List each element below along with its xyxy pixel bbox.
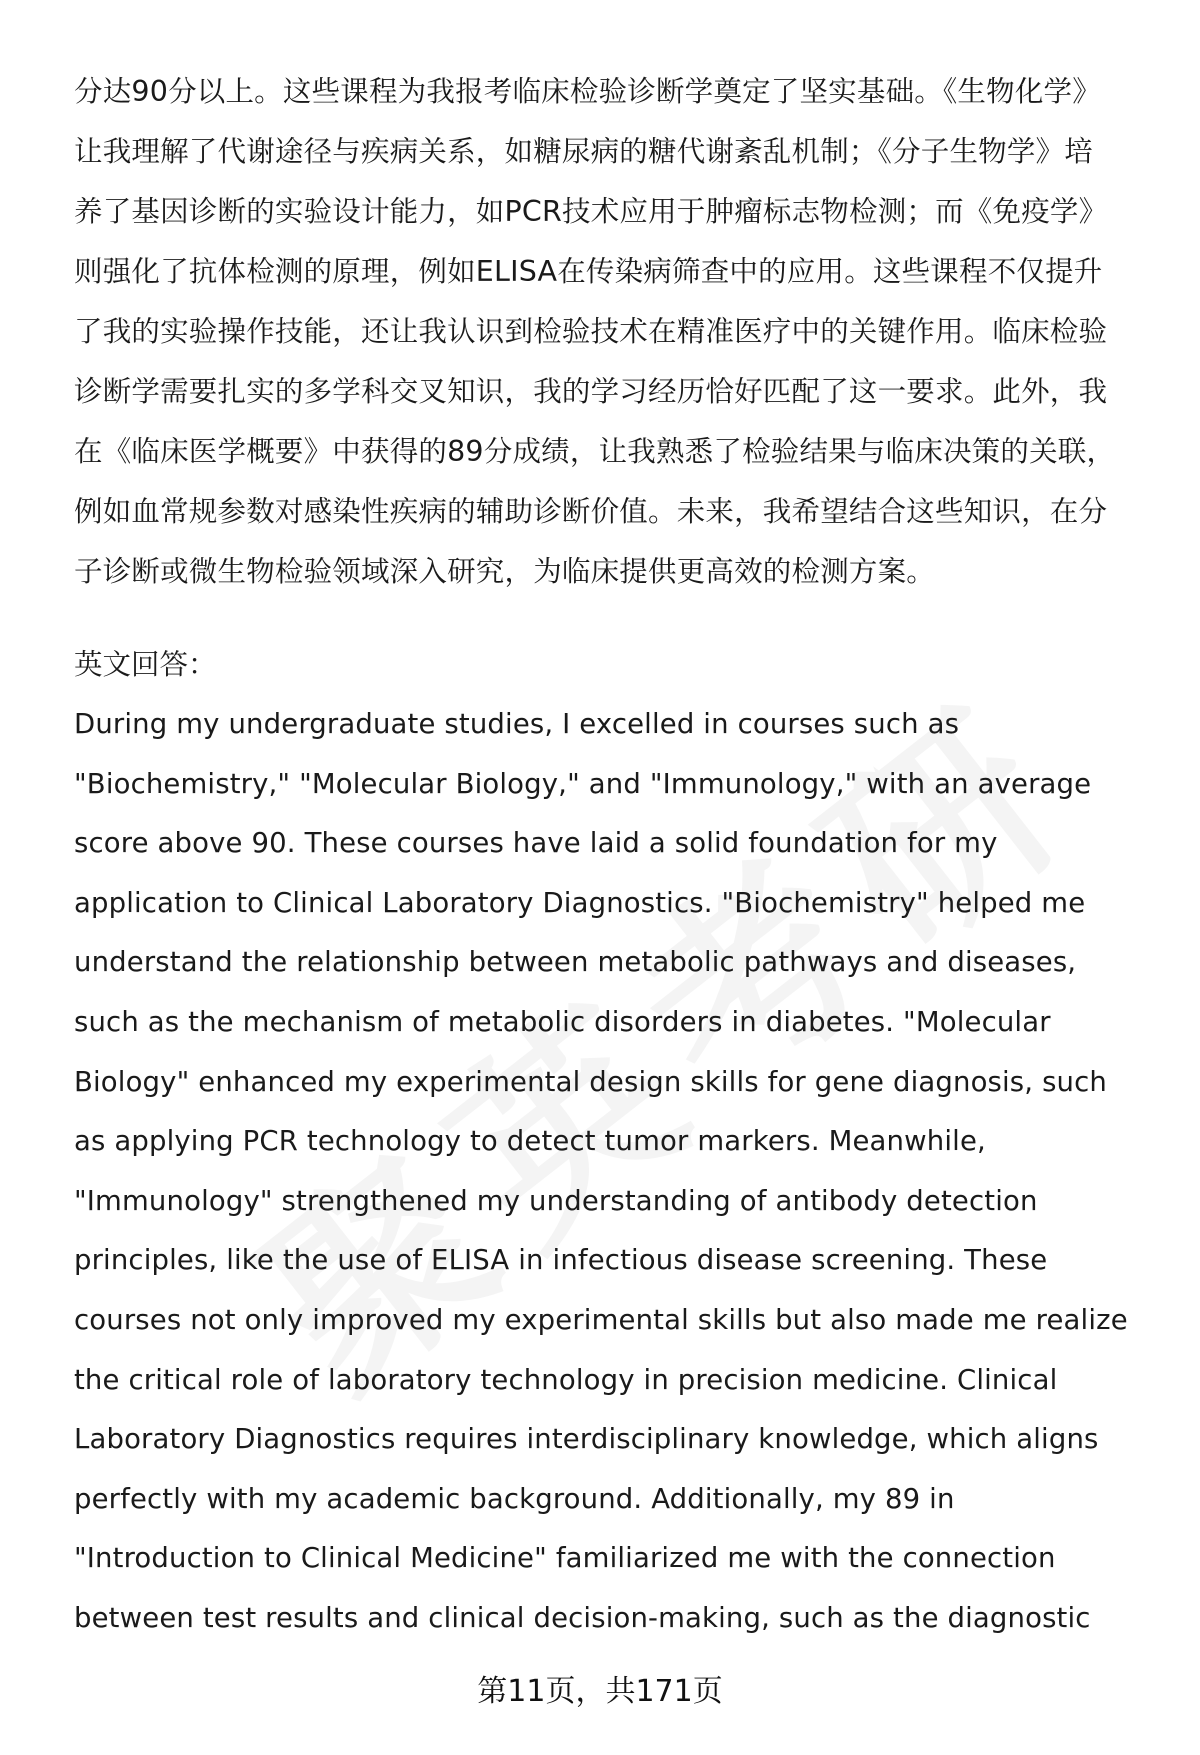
en-line: "Introduction to Clinical Medicine" familiarized me with the connection — [74, 1542, 1056, 1575]
en-line: the critical role of laboratory technology in precision medicine. Clinical — [74, 1363, 1058, 1396]
en-line: "Biochemistry," "Molecular Biology," and "Immunology," with an average — [74, 767, 1092, 800]
en-line: perfectly with my academic background. Additionally, my 89 in — [74, 1482, 955, 1515]
en-line: During my undergraduate studies, I excelled in courses such as — [74, 708, 960, 740]
zh-line: 分达90分以上。这些课程为我报考临床检验诊断学奠定了坚实基础。《生物化学》 — [74, 75, 1101, 108]
en-line: application to Clinical Laboratory Diagnostics. "Biochemistry" helped me — [74, 886, 1086, 919]
en-line: Biology" enhanced my experimental design skills for gene diagnosis, such — [74, 1065, 1107, 1098]
zh-line: 在《临床医学概要》中获得的89分成绩，让我熟悉了检验结果与临床决策的关联， — [74, 435, 1116, 468]
zh-line: 诊断学需要扎实的多学科交叉知识，我的学习经历恰好匹配了这一要求。此外，我 — [74, 375, 1108, 408]
en-line: understand the relationship between metabolic pathways and diseases, — [74, 946, 1077, 979]
en-line: principles, like the use of ELISA in infectious disease screening. These — [74, 1244, 1048, 1277]
zh-line: 了我的实验操作技能，还让我认识到检验技术在精准医疗中的关键作用。临床检验 — [74, 315, 1108, 348]
page-number-footer: 第11页，共171页 — [477, 1674, 723, 1709]
zh-line: 让我理解了代谢途径与疾病关系，如糖尿病的糖代谢紊乱机制；《分子生物学》培 — [74, 135, 1093, 168]
zh-line: 则强化了抗体检测的原理，例如ELISA在传染病筛查中的应用。这些课程不仅提升 — [74, 255, 1103, 288]
en-line: courses not only improved my experimental skills but also made me realize — [74, 1303, 1128, 1336]
page-content — [74, 62, 1149, 1649]
english-answer — [74, 695, 1149, 1649]
en-line: as applying PCR technology to detect tumor markers. Meanwhile, — [74, 1125, 986, 1158]
zh-line: 养了基因诊断的实验设计能力，如PCR技术应用于肿瘤标志物检测；而《免疫学》 — [74, 195, 1108, 228]
en-line: score above 90. These courses have laid a solid foundation for my — [74, 827, 998, 860]
en-line: "Immunology" strengthened my understanding of antibody detection — [74, 1184, 1038, 1217]
english-answer-label: 英文回答： — [74, 648, 217, 681]
en-line: such as the mechanism of metabolic disorders in diabetes. "Molecular — [74, 1005, 1051, 1038]
en-line: Laboratory Diagnostics requires interdisciplinary knowledge, which aligns — [74, 1423, 1099, 1456]
en-line: between test results and clinical decision-making, such as the diagnostic — [74, 1601, 1091, 1634]
zh-line: 例如血常规参数对感染性疾病的辅助诊断价值。未来，我希望结合这些知识，在分 — [74, 495, 1108, 528]
chinese-answer — [74, 62, 1149, 602]
zh-line: 子诊断或微生物检验领域深入研究，为临床提供更高效的检测方案。 — [74, 555, 936, 588]
